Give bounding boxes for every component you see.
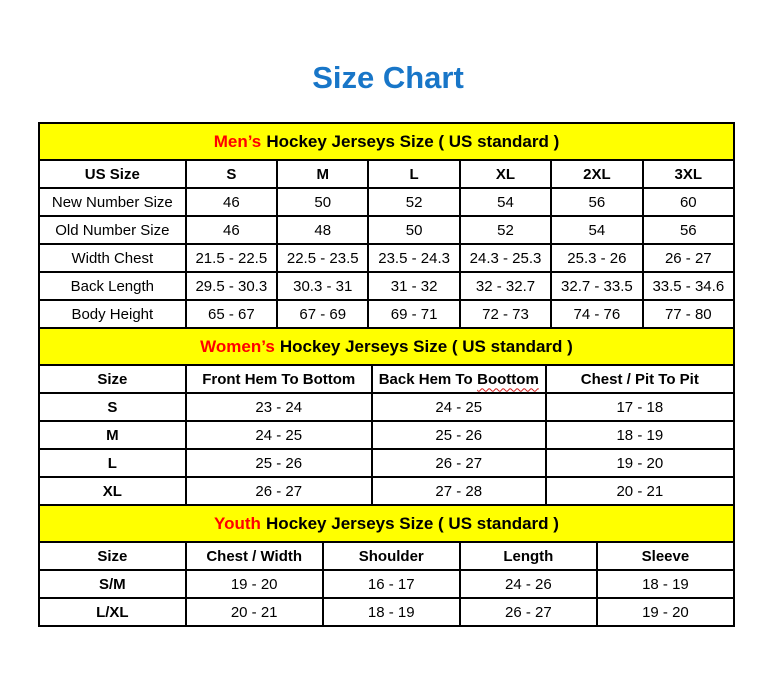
cell: 46 [186,216,277,244]
page-title: Size Chart [312,60,464,95]
womens-header-size: Size [39,365,186,393]
cell: 26 - 27 [460,598,597,626]
row-label: Width Chest [39,244,186,272]
youth-header-sleeve: Sleeve [597,542,734,570]
mens-header-m: M [277,160,368,188]
cell: 33.5 - 34.6 [643,272,734,300]
cell: 29.5 - 30.3 [186,272,277,300]
cell: 60 [643,188,734,216]
womens-row-m [39,421,734,449]
row-label: Back Length [39,272,186,300]
cell: 17 - 18 [546,393,734,421]
youth-row-sm [39,570,734,598]
cell: 67 - 69 [277,300,368,328]
womens-row-s [39,393,734,421]
womens-band-title [39,328,734,365]
cell: 31 - 32 [368,272,459,300]
womens-band-row [39,328,734,365]
youth-header-row [39,542,734,570]
mens-header-xl: XL [460,160,551,188]
youth-band-rest: Hockey Jerseys Size ( US standard ) [266,513,559,533]
womens-header-chest-pit: Chest / Pit To Pit [546,365,734,393]
womens-band-highlight: Women’s [200,336,275,356]
mens-row-old-number-size [39,216,734,244]
womens-header-back-hem [372,365,546,393]
cell: 21.5 - 22.5 [186,244,277,272]
mens-header-l: L [368,160,459,188]
womens-band-rest: Hockey Jerseys Size ( US standard ) [279,336,573,356]
back-hem-misspelled-word: Boottom [477,370,539,388]
cell: 32 - 32.7 [460,272,551,300]
cell: 18 - 19 [323,598,460,626]
cell: 18 - 19 [546,421,734,449]
cell: 24 - 25 [372,393,546,421]
mens-band-rest: Hockey Jerseys Size ( US standard ) [266,131,560,151]
cell: 18 - 19 [597,570,734,598]
row-label: Old Number Size [39,216,186,244]
youth-band-row [39,505,734,542]
mens-band-highlight: Men’s [213,131,262,151]
mens-row-back-length [39,272,734,300]
size-cell: L/XL [39,598,186,626]
youth-header-size: Size [39,542,186,570]
youth-row-lxl [39,598,734,626]
cell: 16 - 17 [323,570,460,598]
mens-size-table [38,122,735,329]
cell: 74 - 76 [551,300,642,328]
womens-row-xl [39,477,734,505]
back-hem-label-prefix: Back Hem To [378,370,473,388]
cell: 20 - 21 [186,598,323,626]
size-cell: M [39,421,186,449]
cell: 19 - 20 [546,449,734,477]
row-label: New Number Size [39,188,186,216]
mens-header-s: S [186,160,277,188]
cell: 26 - 27 [643,244,734,272]
cell: 19 - 20 [597,598,734,626]
womens-header-front-hem: Front Hem To Bottom [186,365,372,393]
cell: 77 - 80 [643,300,734,328]
size-cell: XL [39,477,186,505]
size-cell: L [39,449,186,477]
youth-header-length: Length [460,542,597,570]
cell: 72 - 73 [460,300,551,328]
cell: 56 [643,216,734,244]
cell: 56 [551,188,642,216]
size-chart-tables [38,122,735,627]
cell: 24 - 25 [186,421,372,449]
size-cell: S [39,393,186,421]
womens-size-table [38,327,735,506]
cell: 22.5 - 23.5 [277,244,368,272]
mens-band-row [39,123,734,160]
cell: 20 - 21 [546,477,734,505]
cell: 52 [368,188,459,216]
youth-size-table [38,504,735,627]
cell: 50 [368,216,459,244]
mens-header-3xl: 3XL [643,160,734,188]
cell: 65 - 67 [186,300,277,328]
mens-row-width-chest [39,244,734,272]
cell: 23 - 24 [186,393,372,421]
cell: 48 [277,216,368,244]
cell: 24 - 26 [460,570,597,598]
cell: 52 [460,216,551,244]
youth-header-shoulder: Shoulder [323,542,460,570]
mens-header-us-size: US Size [39,160,186,188]
cell: 19 - 20 [186,570,323,598]
cell: 54 [551,216,642,244]
cell: 24.3 - 25.3 [460,244,551,272]
cell: 32.7 - 33.5 [551,272,642,300]
youth-band-title [39,505,734,542]
mens-header-row [39,160,734,188]
youth-header-chest-width: Chest / Width [186,542,323,570]
cell: 25 - 26 [186,449,372,477]
cell: 69 - 71 [368,300,459,328]
youth-band-highlight: Youth [214,513,261,533]
cell: 25 - 26 [372,421,546,449]
mens-band-title [39,123,734,160]
mens-row-body-height [39,300,734,328]
cell: 26 - 27 [186,477,372,505]
mens-header-2xl: 2XL [551,160,642,188]
cell: 26 - 27 [372,449,546,477]
cell: 50 [277,188,368,216]
cell: 46 [186,188,277,216]
cell: 30.3 - 31 [277,272,368,300]
womens-header-row [39,365,734,393]
cell: 27 - 28 [372,477,546,505]
size-cell: S/M [39,570,186,598]
cell: 23.5 - 24.3 [368,244,459,272]
cell: 25.3 - 26 [551,244,642,272]
womens-row-l [39,449,734,477]
mens-row-new-number-size [39,188,734,216]
row-label: Body Height [39,300,186,328]
cell: 54 [460,188,551,216]
